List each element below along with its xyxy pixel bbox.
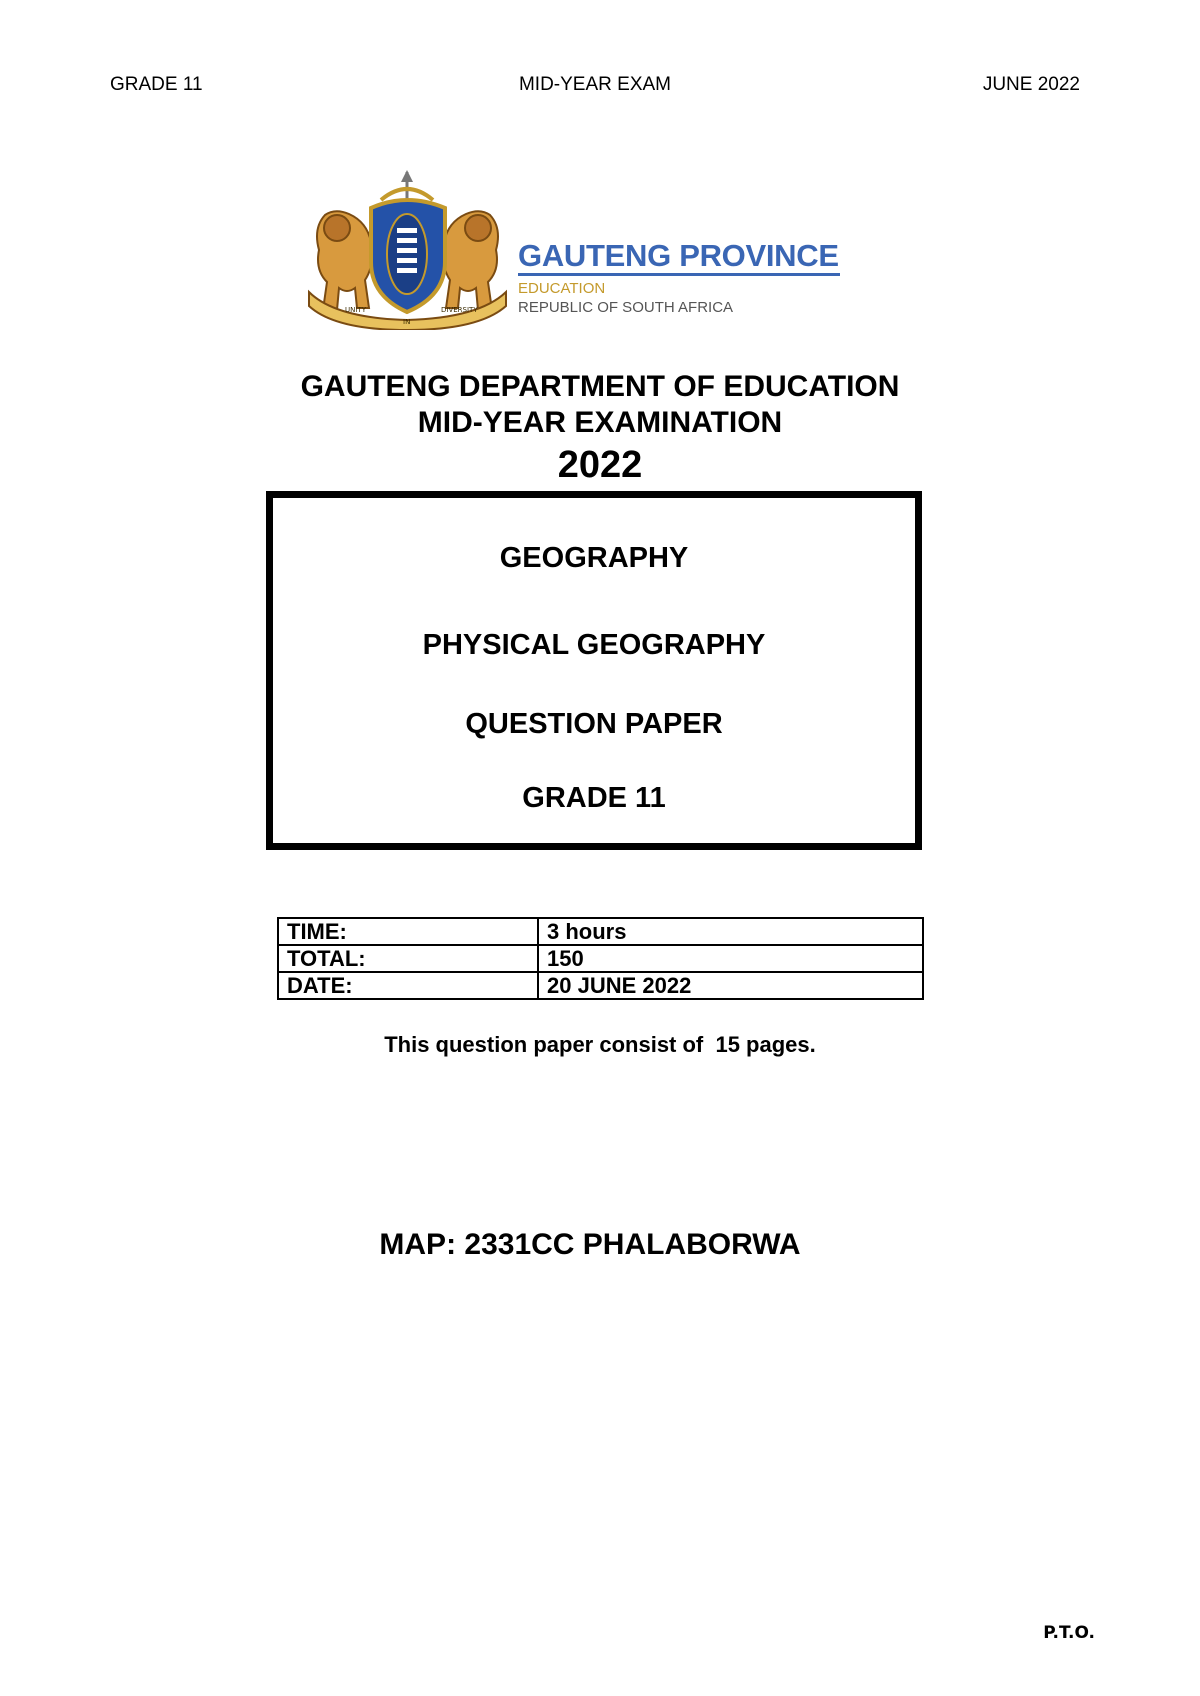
header-exam: MID-YEAR EXAM bbox=[518, 74, 672, 95]
department-title: GAUTENG DEPARTMENT OF EDUCATION bbox=[300, 370, 900, 403]
logo-education: EDUCATION bbox=[518, 280, 606, 297]
pto-label: P.T.O. bbox=[1043, 1623, 1095, 1643]
grade-label: GRADE 11 bbox=[522, 782, 666, 814]
motto-unity: UNITY bbox=[345, 306, 366, 314]
subject-box bbox=[266, 491, 922, 850]
table-row bbox=[278, 972, 923, 999]
paper-type: QUESTION PAPER bbox=[465, 708, 723, 740]
subject-name: GEOGRAPHY bbox=[499, 542, 689, 574]
table-row bbox=[278, 918, 923, 945]
page-count-note: This question paper consist of 15 pages. bbox=[384, 1032, 816, 1057]
paper-name: PHYSICAL GEOGRAPHY bbox=[422, 629, 766, 661]
header-date: JUNE 2022 bbox=[982, 74, 1080, 95]
motto-diversity: DIVERSITY bbox=[441, 306, 478, 314]
date-value: 20 JUNE 2022 bbox=[538, 972, 923, 999]
time-label: TIME: bbox=[278, 918, 538, 945]
gauteng-logo bbox=[305, 170, 845, 330]
date-label: DATE: bbox=[278, 972, 538, 999]
time-value: 3 hours bbox=[538, 918, 923, 945]
exam-year: 2022 bbox=[557, 444, 643, 486]
logo-underline bbox=[518, 273, 840, 276]
map-reference: MAP: 2331CC PHALABORWA bbox=[379, 1228, 801, 1261]
total-label: TOTAL: bbox=[278, 945, 538, 972]
coat-of-arms-icon bbox=[305, 170, 510, 330]
exam-title: MID-YEAR EXAMINATION bbox=[417, 406, 783, 439]
motto-in: IN bbox=[403, 318, 411, 326]
exam-info-table bbox=[277, 917, 924, 1000]
table-row bbox=[278, 945, 923, 972]
logo-title: GAUTENG PROVINCE bbox=[518, 238, 839, 273]
header-grade: GRADE 11 bbox=[110, 74, 203, 95]
total-value: 150 bbox=[538, 945, 923, 972]
logo-country: REPUBLIC OF SOUTH AFRICA bbox=[518, 299, 734, 316]
